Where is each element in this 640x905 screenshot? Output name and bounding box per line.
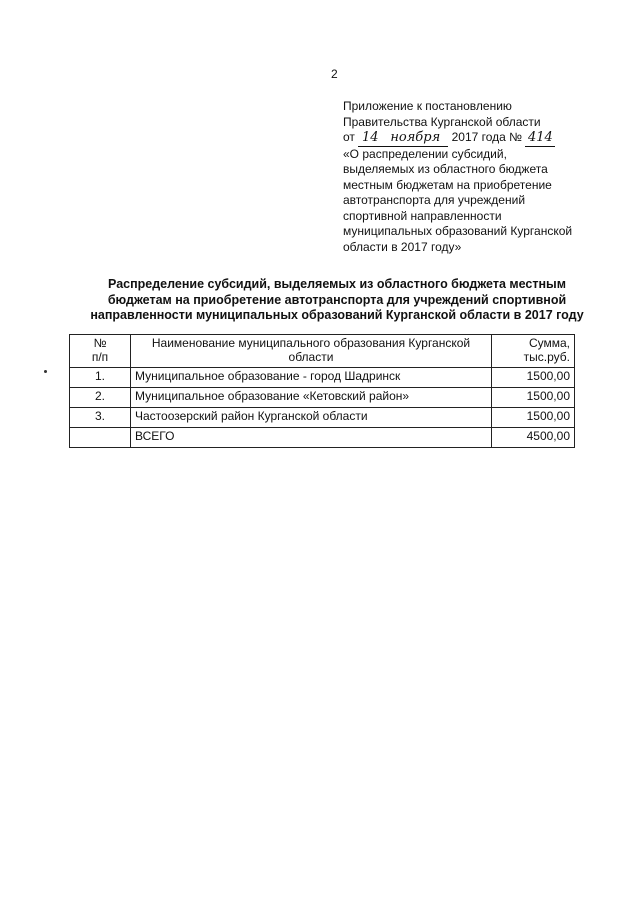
appendix-title-2: выделяемых из областного бюджета (343, 162, 548, 176)
appendix-line-2: Правительства Курганской области (343, 114, 541, 129)
from-label: от (343, 130, 355, 144)
appendix-title-3: местным бюджетам на приобретение (343, 177, 552, 192)
appendix-title-1: «О распределении субсидий, (343, 146, 507, 161)
header-num-line-2: п/п (91, 350, 109, 364)
header-name-line-1: Наименование муниципального образования Курганской (151, 336, 471, 350)
appendix-block (343, 99, 593, 255)
appendix-title-7: области в 2017 году» (343, 239, 462, 254)
header-name-line-2: области (288, 350, 334, 364)
appendix-title-4: автотранспорта для учреждений (343, 193, 526, 207)
header-num-line-1: № (93, 336, 107, 350)
total-sum: 4500,00 (492, 428, 575, 448)
table-row (70, 408, 575, 428)
row-sum: 1500,00 (492, 408, 575, 428)
appendix-title-5: спортивной направленности (343, 208, 502, 223)
row-name: Муниципальное образование «Кетовский район» (131, 388, 492, 408)
document-title (82, 277, 592, 324)
appendix-date-line (343, 130, 593, 147)
table-row (70, 368, 575, 388)
row-num: 3. (70, 408, 131, 428)
appendix-title-6: муниципальных образований Курганской (343, 224, 573, 238)
header-sum (492, 335, 575, 368)
row-num: 1. (70, 368, 131, 388)
total-label: ВСЕГО (131, 428, 492, 448)
appendix-line-1: Приложение к постановлению (343, 99, 512, 113)
year-text: 2017 года № (451, 130, 523, 144)
header-name (131, 335, 492, 368)
table-header-row (70, 335, 575, 368)
subsidy-table (69, 334, 575, 448)
row-name: Частоозерский район Курганской области (131, 408, 492, 428)
total-num (70, 428, 131, 448)
row-sum: 1500,00 (492, 368, 575, 388)
table-total-row (70, 428, 575, 448)
row-name: Муниципальное образование - город Шадринск (131, 368, 492, 388)
table-row (70, 388, 575, 408)
row-num: 2. (70, 388, 131, 408)
header-sum-line-1: Сумма, (528, 336, 570, 350)
handwritten-number: 414 (525, 130, 555, 147)
document-title-line-3: направленности муниципальных образований Курганской области в 2017 году (90, 308, 584, 322)
row-sum: 1500,00 (492, 388, 575, 408)
document-title-line-1: Распределение субсидий, выделяемых из областного бюджета местным (108, 277, 566, 291)
header-num (70, 335, 131, 368)
handwritten-month: ноября (382, 130, 448, 147)
stray-dot (44, 370, 47, 373)
handwritten-day: 14 (358, 130, 382, 147)
page-number: 2 (331, 67, 338, 81)
document-title-line-2: бюджетам на приобретение автотранспорта для учреждений спортивной (107, 292, 567, 307)
header-sum-line-2: тыс.руб. (523, 350, 570, 364)
